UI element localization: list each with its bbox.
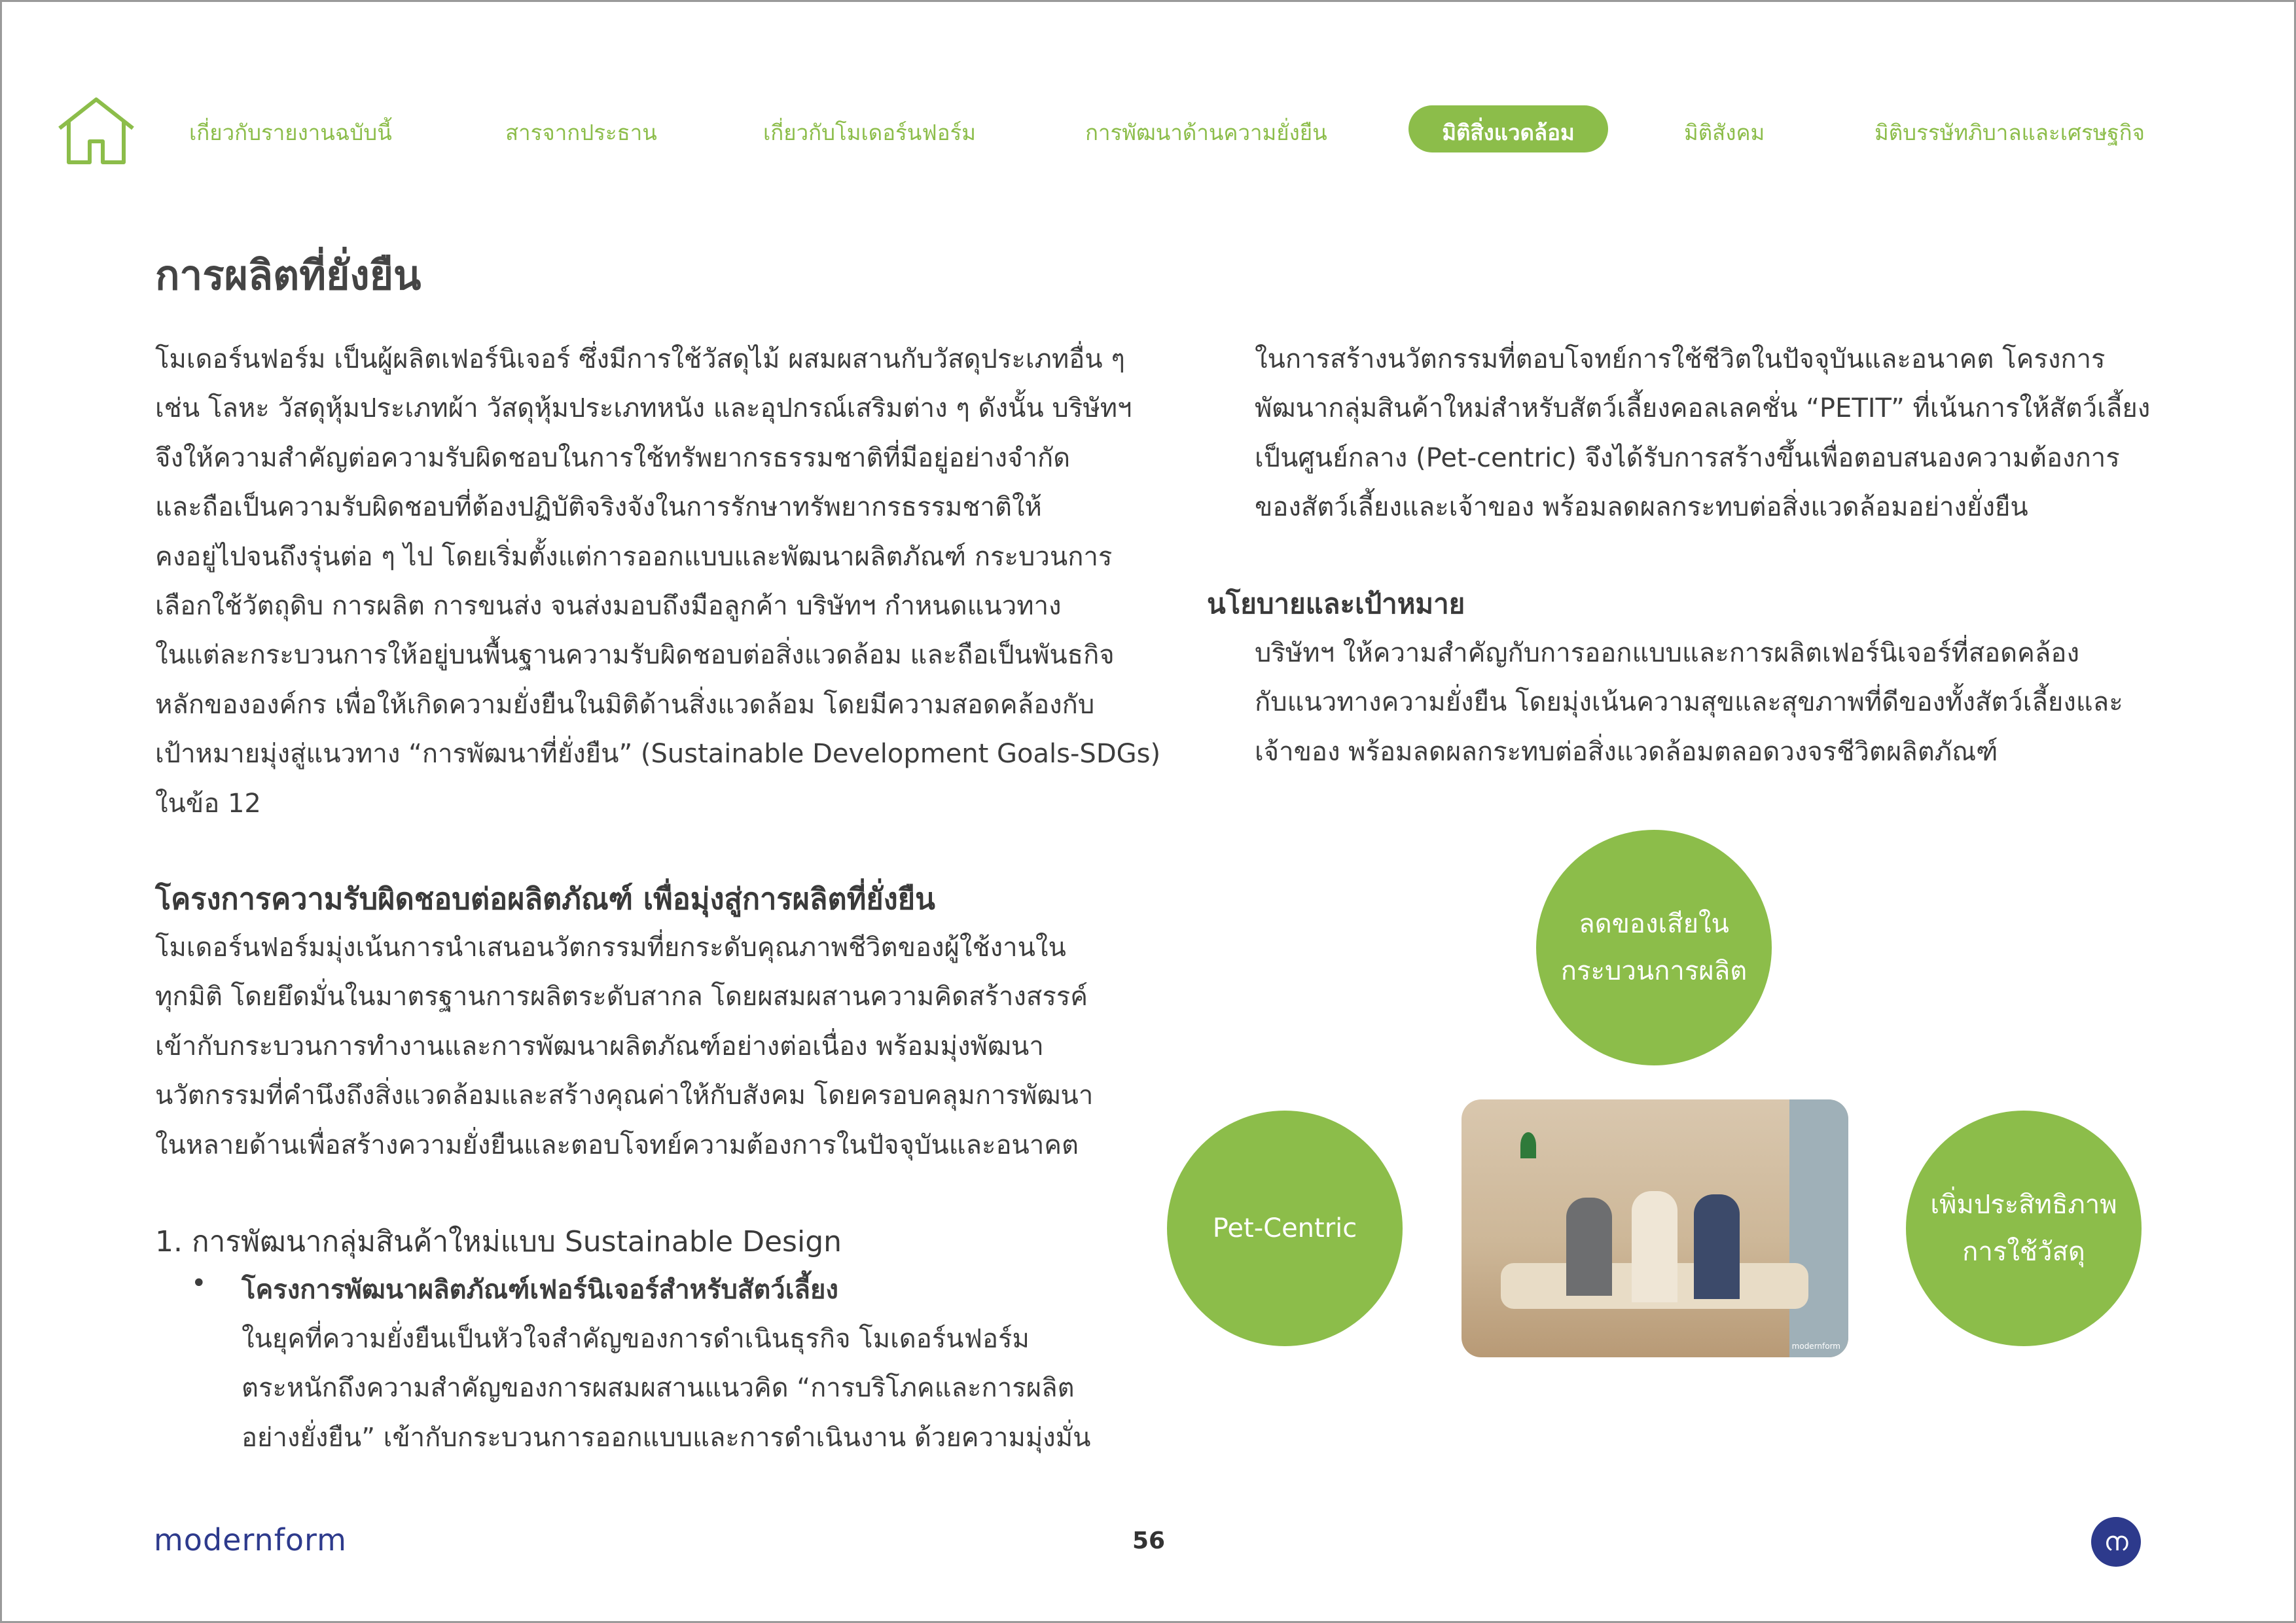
- footer-brand-logo: modernform: [154, 1522, 347, 1558]
- bullet-heading: โครงการพัฒนาผลิตภัณฑ์เฟอร์นิเจอร์สำหรับสัตว์เลี้ยง: [242, 1275, 838, 1305]
- section-heading: โครงการความรับผิดชอบต่อผลิตภัณฑ์ เพื่อมุ่งสู่การผลิตที่ยั่งยืน: [155, 882, 935, 916]
- circle-pet-centric: [1167, 1111, 1403, 1346]
- text-line: ในยุคที่ความยั่งยืนเป็นหัวใจสำคัญของการดำเนินธุรกิจ โมเดอร์นฟอร์ม: [242, 1324, 1030, 1354]
- text-line: โมเดอร์นฟอร์ม เป็นผู้ผลิตเฟอร์นิเจอร์ ซึ่งมีการใช้วัสดุไม้ ผสมผสานกับวัสดุประเภทอื่น ๆ: [155, 344, 1125, 374]
- text-line: เป้าหมายมุ่งสู่แนวทาง “การพัฒนาที่ยั่งยืน” (Sustainable Development Goals-SDGs): [155, 739, 1161, 770]
- text-line: กับแนวทางความยั่งยืน โดยมุ่งเน้นความสุขและสุขภาพที่ดีของทั้งสัตว์เลี้ยงและ: [1255, 687, 2123, 718]
- nav-item-governance-economy[interactable]: มิติบรรษัทภิบาลและเศรษฐกิจ: [1874, 120, 2145, 145]
- nav-item-about-modernform[interactable]: เกี่ยวกับโมเดอร์นฟอร์ม: [763, 120, 977, 145]
- circle-label: การใช้วัสดุ: [1962, 1237, 2085, 1267]
- text-line: หลักขององค์กร เพื่อให้เกิดความยั่งยืนในมิติด้านสิ่งแวดล้อม โดยมีความสอดคล้องกับ: [155, 689, 1095, 720]
- circle-material-efficiency: [1906, 1111, 2142, 1346]
- text-line: ทุกมิติ โดยยึดมั่นในมาตรฐานการผลิตระดับสากล โดยผสมผสานความคิดสร้างสรรค์: [155, 982, 1088, 1012]
- text-line: ในการสร้างนวัตกรรมที่ตอบโจทย์การใช้ชีวิตในปัจจุบันและอนาคต โครงการ: [1255, 344, 2106, 374]
- page-title: การผลิตที่ยั่งยืน: [155, 251, 422, 299]
- text-line: โมเดอร์นฟอร์มมุ่งเน้นการนำเสนอนวัตกรรมที่ยกระดับคุณภาพชีวิตของผู้ใช้งานใน: [155, 933, 1066, 963]
- text-line: นวัตกรรมที่คำนึงถึงสิ่งแวดล้อมและสร้างคุณค่าให้กับสังคม โดยครอบคลุมการพัฒนา: [155, 1080, 1094, 1111]
- circle-waste-reduction: [1536, 830, 1772, 1065]
- text-line: เข้ากับกระบวนการทำงานและการพัฒนาผลิตภัณฑ์อย่างต่อเนื่อง พร้อมมุ่งพัฒนา: [155, 1031, 1044, 1061]
- nav-item-chairman-message[interactable]: สารจากประธาน: [505, 120, 657, 145]
- text-line: จึงให้ความสำคัญต่อความรับผิดชอบในการใช้ทรัพยากรธรรมชาติที่มีอยู่อย่างจำกัด: [155, 442, 1071, 473]
- text-line: ในแต่ละกระบวนการให้อยู่บนพื้นฐานความรับผิดชอบต่อสิ่งแวดล้อม และถือเป็นพันธกิจ: [155, 640, 1115, 671]
- nav-item-social[interactable]: มิติสังคม: [1684, 120, 1765, 145]
- page-number: 56: [1132, 1527, 1166, 1554]
- text-line: ในหลายด้านเพื่อสร้างความยั่งยืนและตอบโจทย์ความต้องการในปัจจุบันและอนาคต: [155, 1130, 1079, 1160]
- text-line: คงอยู่ไปจนถึงรุ่นต่อ ๆ ไป โดยเริ่มตั้งแต่การออกแบบและพัฒนาผลิตภัณฑ์ กระบวนการ: [155, 541, 1113, 572]
- text-line: เป็นศูนย์กลาง (Pet-centric) จึงได้รับการสร้างขึ้นเพื่อตอบสนองความต้องการ: [1255, 442, 2120, 473]
- text-line: ของสัตว์เลี้ยงและเจ้าของ พร้อมลดผลกระทบต่อสิ่งแวดล้อมอย่างยั่งยืน: [1255, 492, 2028, 523]
- nav-item-sustainability[interactable]: การพัฒนาด้านความยั่งยืน: [1085, 120, 1327, 145]
- text-line: เจ้าของ พร้อมลดผลกระทบต่อสิ่งแวดล้อมตลอดวงจรชีวิตผลิตภัณฑ์: [1255, 736, 1998, 767]
- text-line: บริษัทฯ ให้ความสำคัญกับการออกแบบและการผลิตเฟอร์นิเจอร์ที่สอดคล้อง: [1255, 638, 2079, 668]
- numbered-heading: 1. การพัฒนากลุ่มสินค้าใหม่แบบ Sustainable Design: [155, 1225, 842, 1258]
- text-line: ในข้อ 12: [155, 788, 261, 819]
- nav-item-label: มิติสิ่งแวดล้อม: [1442, 120, 1575, 145]
- policy-heading: นโยบายและเป้าหมาย: [1207, 588, 1465, 620]
- text-line: และถือเป็นความรับผิดชอบที่ต้องปฏิบัติจริงจังในการรักษาทรัพยากรธรรมชาติให้: [155, 492, 1042, 523]
- text-line: อย่างยั่งยืน” เข้ากับกระบวนการออกแบบและการดำเนินงาน ด้วยความมุ่งมั่น: [242, 1422, 1091, 1453]
- home-icon[interactable]: [56, 96, 137, 166]
- circle-label: Pet-Centric: [1212, 1213, 1357, 1243]
- nav-item-environment-active[interactable]: [1408, 105, 1608, 152]
- circle-label: กระบวนการผลิต: [1560, 956, 1748, 986]
- text-line: พัฒนากลุ่มสินค้าใหม่สำหรับสัตว์เลี้ยงคอลเลคชั่น “PETIT” ที่เน้นการให้สัตว์เลี้ยง: [1255, 393, 2151, 424]
- pet-furniture-photo: [1462, 1099, 1848, 1357]
- brand-mark-icon: [2091, 1517, 2141, 1567]
- bullet-dot: •: [191, 1268, 207, 1298]
- brand-mark-glyph: ന: [2104, 1527, 2128, 1557]
- text-line: ตระหนักถึงความสำคัญของการผสมผสานแนวคิด “การบริโภคและการผลิต: [242, 1373, 1075, 1404]
- photo-watermark: modernform: [1791, 1342, 1840, 1351]
- text-line: เลือกใช้วัตถุดิบ การผลิต การขนส่ง จนส่งมอบถึงมือลูกค้า บริษัทฯ กำหนดแนวทาง: [155, 591, 1062, 621]
- circle-label: ลดของเสียใน: [1579, 909, 1729, 939]
- text-line: เช่น โลหะ วัสดุหุ้มประเภทผ้า วัสดุหุ้มประเภทหนัง และอุปกรณ์เสริมต่าง ๆ ดังนั้น บริษัทฯ: [155, 393, 1132, 424]
- circle-label: เพิ่มประสิทธิภาพ: [1930, 1190, 2117, 1220]
- nav-item-about-report[interactable]: เกี่ยวกับรายงานฉบับนี้: [189, 120, 392, 145]
